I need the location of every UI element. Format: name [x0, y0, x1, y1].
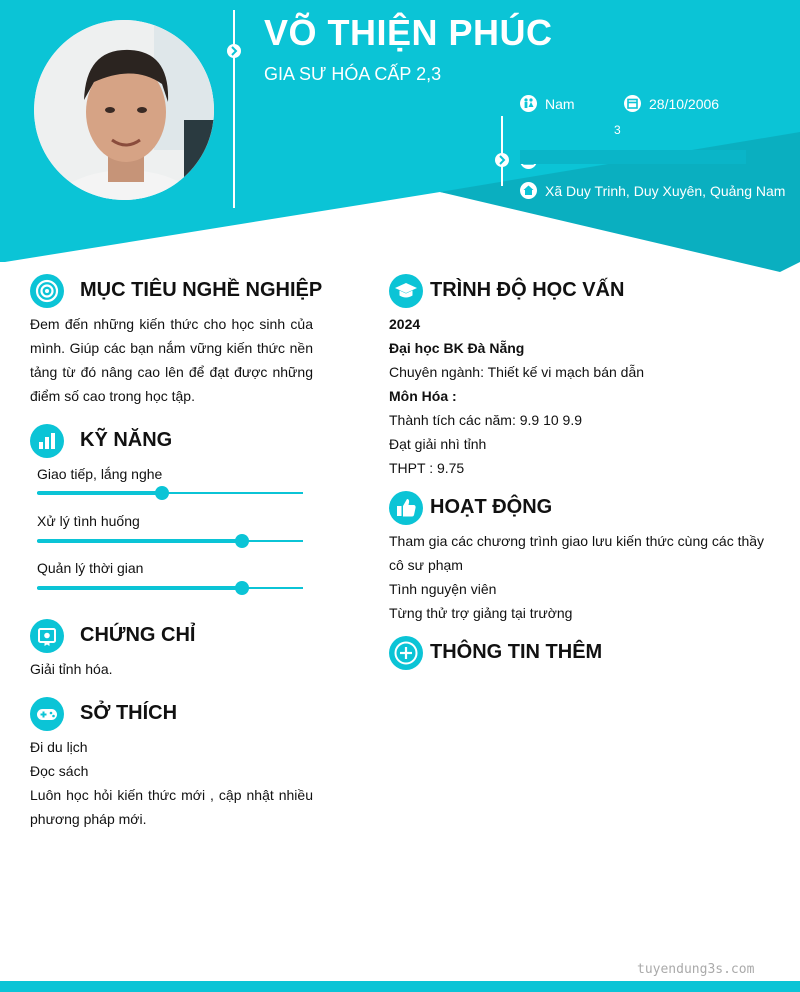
education-school: Đại học BK Đà Nẵng	[389, 340, 525, 356]
certificates-title: CHỨNG CHỈ	[80, 624, 196, 646]
more-info-title: THÔNG TIN THÊM	[430, 641, 603, 663]
activity-item: Tình nguyện viên	[389, 581, 497, 597]
education-major: Chuyên ngành: Thiết kế vi mạch bán dẫn	[389, 364, 645, 380]
thumbs-up-icon	[389, 491, 423, 525]
skill-slider-knob	[235, 581, 249, 595]
activity-item: Từng thử trợ giảng tại trường	[389, 605, 573, 621]
home-icon	[520, 182, 537, 199]
skills-title: KỸ NĂNG	[80, 429, 173, 451]
gender-info	[520, 95, 575, 112]
portrait-image	[34, 20, 214, 200]
objective-title: MỤC TIÊU NGHỀ NGHIỆP	[80, 279, 323, 301]
job-title: GIA SƯ HÓA CẤP 2,3	[264, 64, 442, 84]
dob-info	[624, 95, 719, 112]
chevron-right-icon	[495, 153, 509, 167]
skill-slider-knob	[155, 486, 169, 500]
certificate-icon	[30, 619, 64, 653]
footer-bar	[0, 981, 800, 992]
address-info	[520, 182, 785, 199]
avatar	[34, 20, 214, 200]
gender-value: Nam	[545, 95, 575, 112]
hobby-item: Đi du lịch	[30, 739, 88, 755]
education-title: TRÌNH ĐỘ HỌC VẤN	[430, 279, 625, 301]
activity-item: Tham gia các chương trình giao lưu kiến thức cùng các thầy cô sư phạm	[389, 533, 765, 573]
timeline-line-left	[233, 10, 235, 208]
gamepad-icon	[30, 697, 64, 731]
skill-fill	[37, 539, 242, 543]
graduation-cap-icon	[389, 274, 423, 308]
plus-circle-icon	[389, 636, 423, 670]
skill-label: Xử lý tình huống	[37, 513, 140, 529]
target-icon	[30, 274, 64, 308]
gender-icon	[520, 95, 537, 112]
timeline-line-right	[501, 116, 503, 186]
redacted-contact	[520, 150, 746, 164]
watermark: tuyendung3s.com	[637, 962, 755, 977]
objective-text: Đem đến những kiến thức cho học sinh của mình. Giúp các bạn nắm vững kiến thức nền tảng từ đó nâng cao lên để đạt được những điểm số cao trong học tập.	[30, 316, 313, 404]
calendar-icon	[624, 95, 641, 112]
education-subject: Môn Hóa :	[389, 388, 457, 404]
hobby-item: Đọc sách	[30, 763, 89, 779]
bar-chart-icon	[30, 424, 64, 458]
education-highschool: THPT : 9.75	[389, 460, 465, 476]
hobby-item: Luôn học hỏi kiến thức mới , cập nhật nhiều phương pháp mới.	[30, 787, 313, 827]
dob-value: 28/10/2006	[649, 95, 720, 112]
phone-fragment: 3	[614, 123, 621, 137]
chevron-right-icon	[227, 44, 241, 58]
candidate-name: VÕ THIỆN PHÚC	[264, 12, 553, 53]
address-value: Xã Duy Trinh, Duy Xuyên, Quảng Nam	[545, 182, 786, 199]
certificate-item: Giải tỉnh hóa.	[30, 661, 113, 677]
education-achievement: Thành tích các năm: 9.9 10 9.9	[389, 412, 583, 428]
activities-title: HOẠT ĐỘNG	[430, 496, 553, 518]
education-year: 2024	[389, 316, 421, 332]
skill-label: Quản lý thời gian	[37, 560, 144, 576]
hobbies-title: SỞ THÍCH	[80, 702, 178, 724]
education-award: Đạt giải nhì tỉnh	[389, 436, 487, 452]
skill-fill	[37, 586, 242, 590]
skill-slider-knob	[235, 534, 249, 548]
skill-fill	[37, 491, 162, 495]
skill-label: Giao tiếp, lắng nghe	[37, 466, 163, 482]
